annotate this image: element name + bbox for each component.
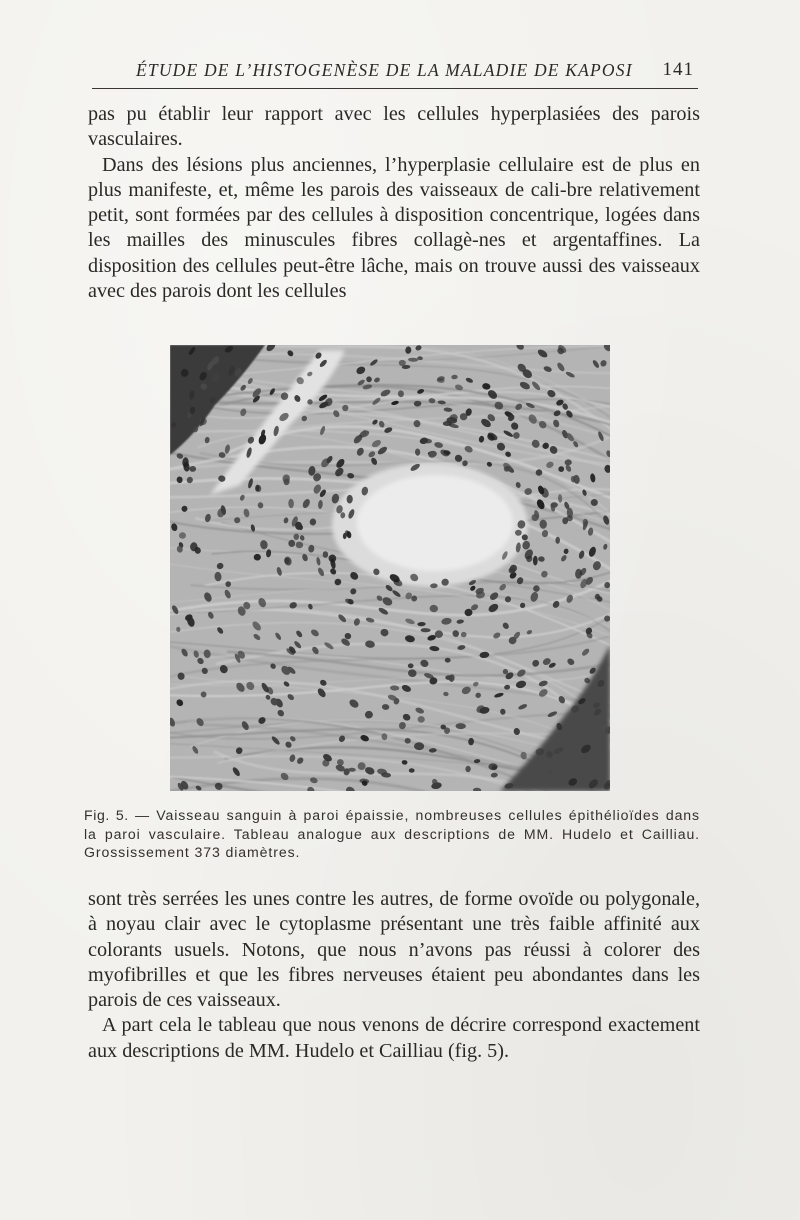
cell-nucleus	[284, 558, 289, 564]
paragraph: A part cela le tableau que nous venons de décrire correspond exactement aux descriptions de MM. Hudelo et Cailliau (fig. 5).	[88, 1014, 700, 1062]
body-text-after-figure	[88, 887, 700, 1064]
cell-nucleus	[296, 542, 304, 549]
header-rule	[92, 88, 698, 89]
running-head	[92, 56, 698, 86]
cell-nucleus	[323, 551, 328, 558]
figure-label: Fig. 5.	[84, 807, 129, 823]
paragraph: Dans des lésions plus anciennes, l’hyperplasie cellulaire est de plus en plus manifeste, et, même les parois des vaisseaux de cali-bre relativement petit, sont formées par des cellules à disposition concentrique, logées dans les mailles des minuscules fibres collagè-nes et argentaffines. La disposition des cellules peut-être lâche, mais on trouve aussi des vaisseaux avec des parois dont les cellules	[88, 153, 700, 303]
page-number: 141	[662, 59, 694, 80]
running-title: ÉTUDE DE L’HISTOGENÈSE DE LA MALADIE DE KAPOSI	[136, 60, 633, 80]
figure-caption	[84, 806, 700, 862]
paragraph: pas pu établir leur rapport avec les cellules hyperplasiées des parois vasculaires.	[88, 103, 700, 151]
cell-nucleus	[399, 360, 406, 366]
paragraph: sont très serrées les unes contre les autres, de forme ovoïde ou polygonale, à noyau clair avec le cytoplasme présentant une très faible affinité aux colorants usuels. Notons, que nous n’avons pas réussi à colorer des myofibrilles et que les fibres nerveuses étaient peu abondantes dans les parois de ces vaisseaux.	[88, 888, 700, 1012]
cell-nucleus	[358, 762, 366, 770]
vessel-lumen	[357, 475, 513, 571]
micrograph-image	[170, 345, 610, 791]
micrograph-figure	[170, 345, 610, 791]
body-text-before-figure	[88, 102, 700, 304]
figure-caption-text: — Vaisseau sanguin à paroi épaissie, nombreuses cellules épithélioïdes dans la paroi vasculaire. Tableau analogue aux descriptions de MM. Hudelo et Cailliau. Grossissement 373 diamètres.	[84, 807, 700, 861]
